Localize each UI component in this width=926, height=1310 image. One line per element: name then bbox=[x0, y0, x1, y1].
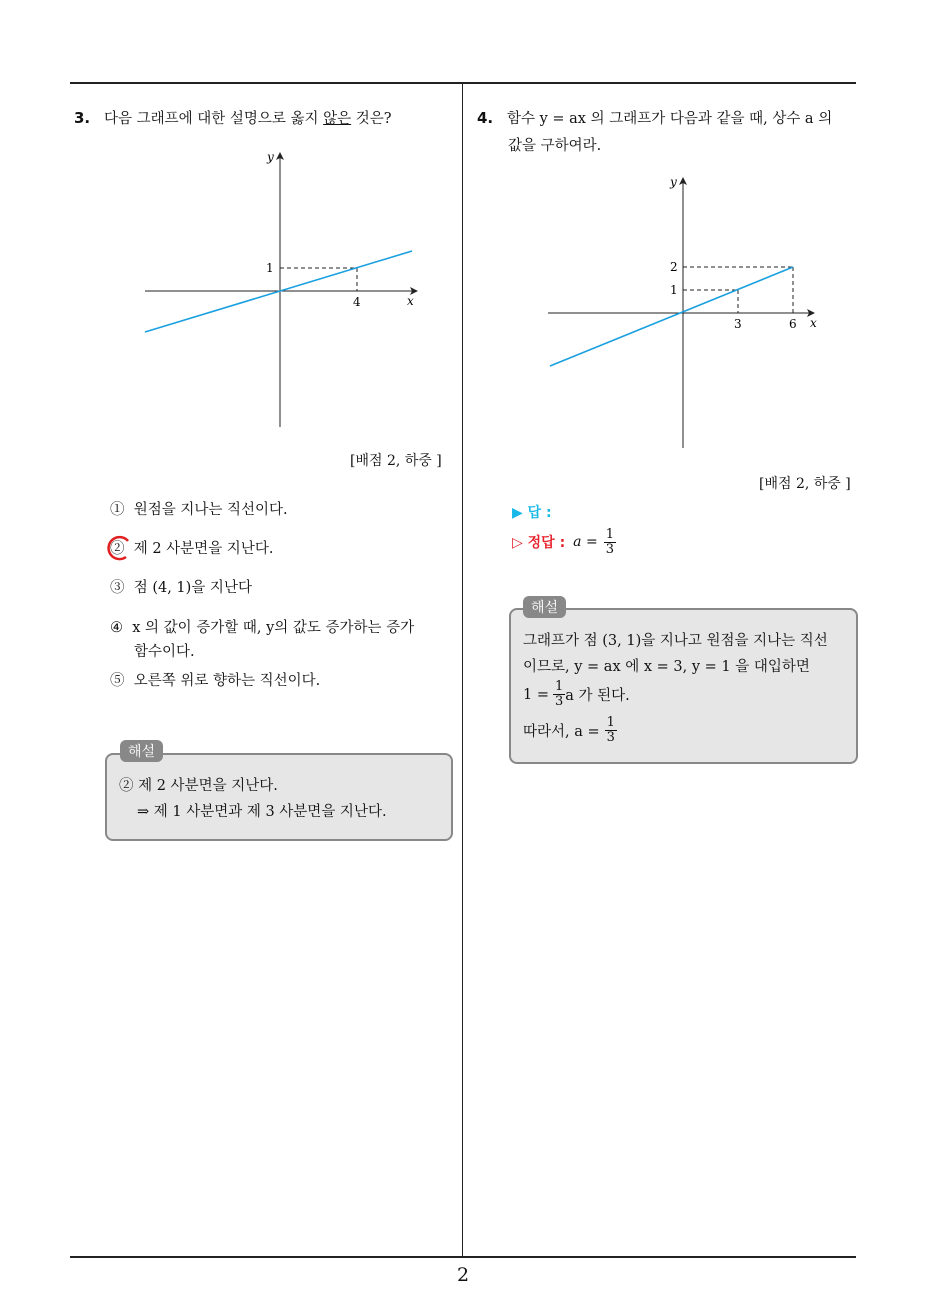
q4-number: 4. bbox=[477, 109, 494, 127]
q3-explanation-tab: 해설 bbox=[120, 740, 163, 762]
q4-correct-lhs: a = bbox=[573, 534, 598, 550]
fraction-denominator: 3 bbox=[605, 541, 614, 557]
q4-graph bbox=[540, 170, 830, 455]
q4-score: [배점 2, 하중 ] bbox=[759, 476, 851, 492]
fraction-numerator: 1 bbox=[605, 526, 614, 542]
q4-explanation-line2: 이므로, y = ax 에 x = 3, y = 1 을 대입하면 bbox=[523, 659, 810, 675]
q4-tick-y2: 2 bbox=[670, 260, 678, 274]
q3-stem-after: 것은? bbox=[351, 111, 392, 127]
q3-choice-3[interactable] bbox=[110, 576, 252, 600]
header-rule bbox=[70, 82, 856, 84]
q4-correct-label: ▷ 정답 : bbox=[512, 535, 566, 551]
q3-choice-5[interactable] bbox=[110, 669, 320, 693]
choice-text: 함수이다. bbox=[134, 644, 195, 660]
q3-choice-1[interactable] bbox=[110, 498, 288, 522]
q4-explanation-line4 bbox=[523, 716, 617, 745]
q4-y-label: y bbox=[670, 175, 677, 189]
q4-explanation-line1: 그래프가 점 (3, 1)을 지나고 원점을 지나는 직선 bbox=[523, 633, 828, 649]
q3-explanation-line1: ② 제 2 사분면을 지난다. bbox=[119, 778, 278, 794]
eq-lhs: 따라서, a = bbox=[523, 724, 600, 740]
q4-stem-line1: 함수 y = ax 의 그래프가 다음과 같을 때, 상수 a 의 bbox=[506, 111, 833, 127]
choice-text: 원점을 지나는 직선이다. bbox=[133, 502, 288, 518]
choice-text: 제 2 사분면을 지난다. bbox=[133, 541, 274, 557]
q4-correct-fraction bbox=[604, 528, 616, 557]
choice-text: x 의 값이 증가할 때, y의 값도 증가하는 증가 bbox=[132, 620, 415, 636]
q3-graph bbox=[135, 145, 430, 435]
q3-choice-2[interactable] bbox=[110, 537, 273, 561]
q4-tick-x1: 3 bbox=[734, 317, 742, 331]
q3-tick-x: 4 bbox=[353, 295, 361, 309]
q4-explanation-line3 bbox=[523, 680, 630, 709]
q3-y-label: y bbox=[267, 150, 274, 164]
choice-mark: ② bbox=[110, 541, 125, 557]
q3-stem bbox=[74, 105, 454, 132]
q4-explanation-box bbox=[509, 608, 858, 764]
column-divider bbox=[462, 84, 463, 1257]
q4-x-label: x bbox=[810, 316, 817, 330]
q3-number: 3. bbox=[74, 109, 91, 127]
q3-explanation-line2: ⇒ 제 1 사분면과 제 3 사분면을 지난다. bbox=[137, 804, 387, 820]
eq-fraction bbox=[605, 716, 617, 745]
q3-stem-before: 다음 그래프에 대한 설명으로 옳지 bbox=[103, 111, 324, 127]
q4-tick-x2: 6 bbox=[789, 317, 797, 331]
choice-mark: ④ bbox=[110, 620, 123, 636]
q4-correct-row bbox=[512, 524, 616, 560]
eq-fraction bbox=[553, 680, 565, 709]
q4-tick-y1: 1 bbox=[670, 283, 678, 297]
choice-text: 오른쪽 위로 향하는 직선이다. bbox=[133, 673, 321, 689]
choice-mark: ⑤ bbox=[110, 673, 125, 689]
eq-rhs: a 가 된다. bbox=[565, 688, 630, 704]
q3-choice-4[interactable] bbox=[110, 616, 414, 640]
selected-circle-icon bbox=[104, 533, 134, 563]
q4-explanation-tab: 해설 bbox=[523, 596, 566, 618]
q3-tick-y: 1 bbox=[266, 261, 274, 275]
q4-stem bbox=[477, 105, 867, 132]
q3-stem-underlined: 않은 bbox=[323, 111, 352, 127]
q3-x-label: x bbox=[407, 294, 414, 308]
fraction-numerator: 1 bbox=[606, 715, 615, 730]
page-number: 2 bbox=[456, 1264, 470, 1286]
eq-lhs: 1 = bbox=[523, 686, 549, 703]
q4-stem-line2: 값을 구하여라. bbox=[508, 138, 602, 154]
choice-text: 점 (4, 1)을 지난다 bbox=[133, 580, 252, 596]
fraction-numerator: 1 bbox=[554, 679, 564, 694]
q4-function-line bbox=[550, 267, 793, 366]
choice-mark: ③ bbox=[110, 580, 125, 596]
q3-score: [배점 2, 하중 ] bbox=[350, 453, 442, 469]
q3-explanation-box bbox=[105, 753, 453, 841]
q3-choice-4-cont bbox=[134, 640, 195, 664]
q4-answer-label: ▶ 답 : bbox=[512, 505, 552, 521]
fraction-denominator: 3 bbox=[606, 730, 615, 745]
footer-rule bbox=[70, 1256, 856, 1258]
choice-mark: ① bbox=[110, 502, 125, 518]
fraction-denominator: 3 bbox=[554, 694, 564, 709]
